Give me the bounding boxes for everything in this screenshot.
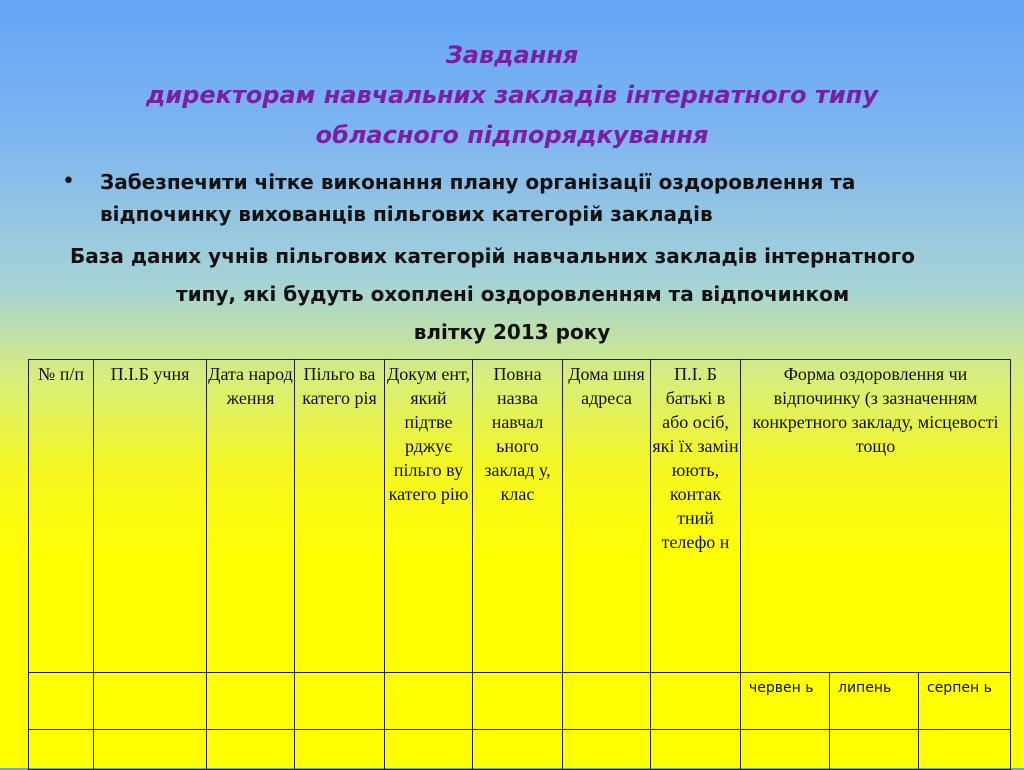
table-cell <box>295 730 385 770</box>
table-cell <box>29 673 94 730</box>
table-cell <box>919 730 1011 770</box>
month-june: червен ь <box>741 673 830 730</box>
table-cell <box>651 730 741 770</box>
title-line-3: обласного підпорядкування <box>315 121 709 149</box>
database-heading-line-1: База даних учнів пільгових категорій навчальних закладів інтернатного <box>70 244 915 268</box>
header-student-name: П.І.Б учня <box>94 360 207 673</box>
table-cell <box>295 673 385 730</box>
table-cell <box>473 673 563 730</box>
table-row <box>29 673 1011 730</box>
table-cell <box>651 673 741 730</box>
header-recovery-form: Форма оздоровлення чи відпочинку (з зазначенням конкретного закладу, місцевості тощо <box>741 360 1011 673</box>
table-cell <box>207 673 295 730</box>
header-benefit-category: Пільго ва катего рія <box>295 360 385 673</box>
bullet-marker: • <box>62 169 75 194</box>
table-cell <box>830 730 919 770</box>
table-cell <box>94 730 207 770</box>
title-line-1: Завдання <box>445 41 579 69</box>
table-cell <box>563 673 651 730</box>
table-row <box>29 730 1011 770</box>
header-parents: П.І. Б батькі в або осіб, які їх замін юють, контак тний телефо н <box>651 360 741 673</box>
title-line-2: директорам навчальних закладів інтернатного типу <box>146 81 878 109</box>
table-header-row <box>29 360 1011 673</box>
data-table <box>28 359 1011 770</box>
table-cell <box>385 730 473 770</box>
database-heading-line-2: типу, які будуть охоплені оздоровленням та відпочинком <box>176 282 850 306</box>
table-cell <box>94 673 207 730</box>
header-document: Докум ент, який підтве рджує пільго ву катего рію <box>385 360 473 673</box>
table-cell <box>473 730 563 770</box>
database-heading-line-3: влітку 2013 року <box>413 320 611 344</box>
header-home-address: Дома шня адреса <box>563 360 651 673</box>
table-cell <box>741 730 830 770</box>
table-cell <box>29 730 94 770</box>
table-cell <box>563 730 651 770</box>
table-cell <box>385 673 473 730</box>
month-july: липень <box>830 673 919 730</box>
header-number: № п/п <box>29 360 94 673</box>
bullet-text: Забезпечити чітке виконання плану організації оздоровлення та відпочинку вихованців пільгових категорій закладів <box>100 170 856 226</box>
month-august: серпен ь <box>919 673 1011 730</box>
header-birth-date: Дата народ ження <box>207 360 295 673</box>
header-institution: Повна назва навчал ьного заклад у, клас <box>473 360 563 673</box>
table-cell <box>207 730 295 770</box>
